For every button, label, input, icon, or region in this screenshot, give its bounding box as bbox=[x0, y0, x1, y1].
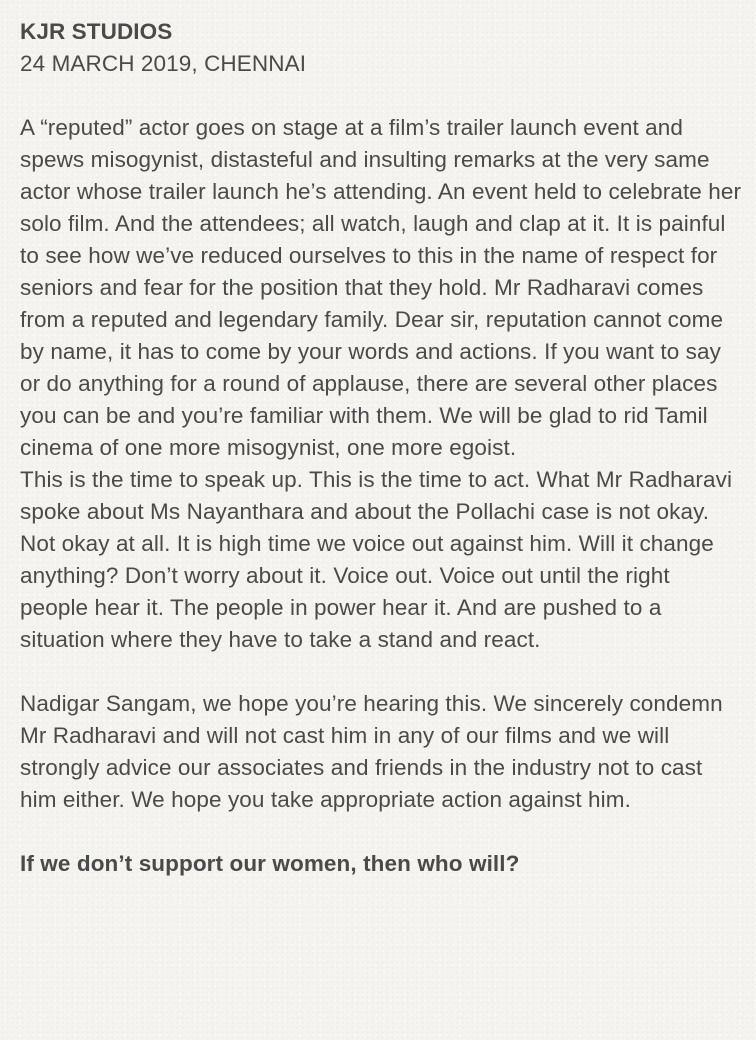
paragraph-2: This is the time to speak up. This is the time to act. What Mr Radharavi spoke about Ms Nayanthara and about the Pollachi case is not okay. Not okay at all. It is high time we voice out against him. Will it change anything? Don’t worry about it. Voice out. Voice out until the right people hear it. The people in power hear it. And are pushed to a situation where they have to take a stand and react. bbox=[20, 467, 733, 652]
spacer bbox=[20, 80, 742, 112]
statement-document bbox=[20, 16, 742, 880]
dateline: 24 MARCH 2019, CHENNAI bbox=[20, 51, 307, 76]
spacer bbox=[20, 816, 742, 848]
closing-line: If we don’t support our women, then who will? bbox=[20, 851, 520, 876]
paragraph-3: Nadigar Sangam, we hope you’re hearing this. We sincerely condemn Mr Radharavi and will not cast him in any of our films and we will strongly advice our associates and friends in the industry not to cast him either. We hope you take appropriate action against him. bbox=[20, 691, 723, 812]
studio-name: KJR STUDIOS bbox=[20, 19, 173, 44]
spacer bbox=[20, 656, 742, 688]
statement-header bbox=[20, 16, 742, 80]
paragraph-1: A “reputed” actor goes on stage at a film’s trailer launch event and spews misogynist, distasteful and insulting remarks at the very same actor whose trailer launch he’s attending. An event held to celebrate her solo film. And the attendees; all watch, laugh and clap at it. It is painful to see how we’ve reduced ourselves to this in the name of respect for seniors and fear for the position that they hold. Mr Radharavi comes from a reputed and legendary family. Dear sir, reputation cannot come by name, it has to come by your words and actions. If you want to say or do anything for a round of applause, there are several other places you can be and you’re familiar with them. We will be glad to rid Tamil cinema of one more misogynist, one more egoist. bbox=[20, 115, 742, 460]
